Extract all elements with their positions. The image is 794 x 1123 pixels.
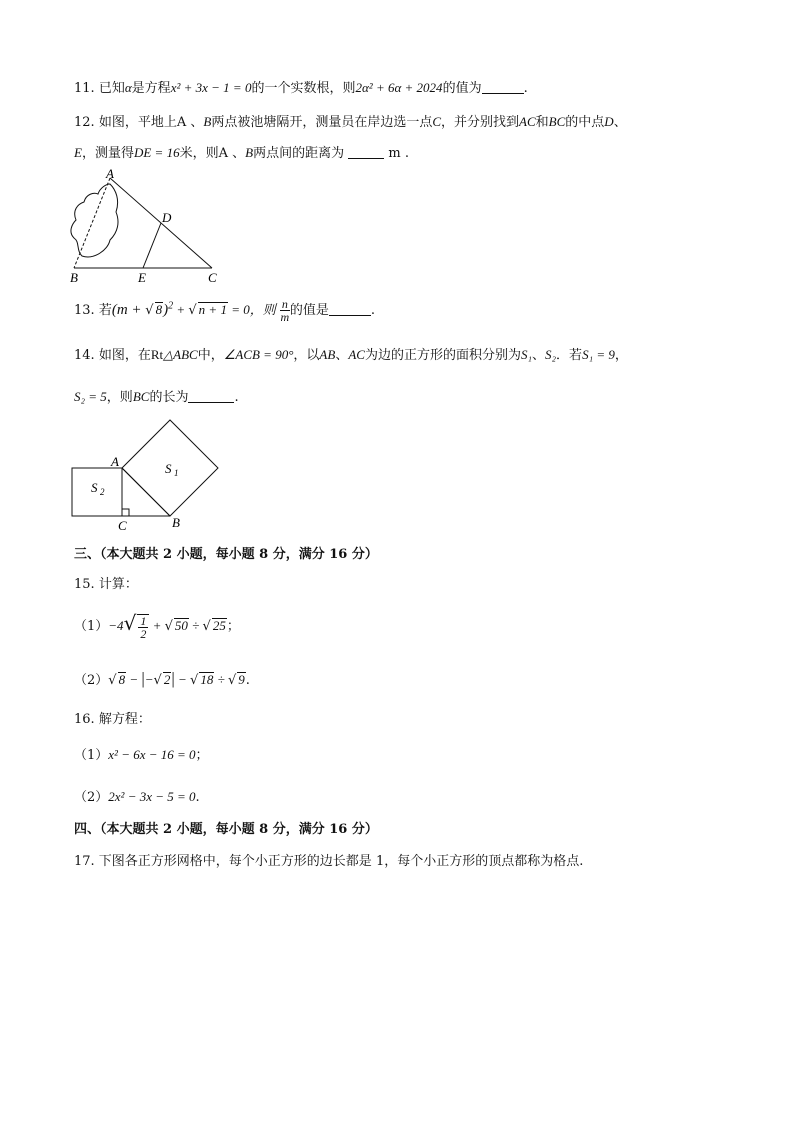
q12-fig-label-c: C — [208, 270, 217, 285]
radical-sign: √ — [108, 673, 117, 688]
q15-p1-radicand-25: 25 — [212, 618, 226, 633]
question-16-title — [74, 708, 151, 727]
q12-text-1: 如图，平地上A 、 — [98, 115, 204, 130]
radical-sign: √ — [202, 619, 211, 634]
q16-p2-end: . — [195, 790, 200, 805]
question-12-line-2 — [74, 142, 409, 161]
q13-exponent: 2 — [168, 300, 174, 312]
q12-figure — [64, 164, 234, 286]
q13-fraction — [280, 298, 290, 323]
question-14-line-1 — [74, 344, 628, 363]
q11-text-4: 的值为 — [442, 81, 482, 96]
section-3-heading: 三、（本大题共 2 小题，每小题 8 分，满分 16 分） — [74, 547, 378, 562]
q14-side-ac: AC — [348, 347, 365, 362]
question-15-part-1 — [74, 611, 240, 640]
q14-figure — [64, 414, 234, 534]
q14-text-4: 、 — [335, 348, 349, 363]
q11-number: 11. — [74, 81, 95, 96]
q12-text-9: 两点间的距离为 — [253, 146, 345, 161]
q12-line-de — [143, 223, 161, 268]
q13-equals-zero: = 0，则 — [227, 302, 276, 317]
q14-text-7: ．若 — [556, 348, 583, 363]
q16-part-1-label: （1） — [74, 748, 109, 763]
question-14-line-2 — [74, 386, 239, 405]
q15-p1-numerator: 1 — [140, 613, 147, 628]
q12-unit: m . — [388, 146, 409, 161]
q14-fig-label-s1: S — [165, 461, 172, 476]
q14-angle: ∠ACB = 90° — [223, 347, 294, 362]
q12-point-c: C — [432, 114, 441, 129]
q12-text-7: ，测量得 — [81, 146, 134, 161]
radical-sign: √ — [123, 611, 137, 635]
q16-p1-equation: x² − 6x − 16 = 0 — [108, 747, 196, 762]
q15-p2-minus-2: − — [174, 672, 191, 687]
q15-p1-radicand-50: 50 — [174, 618, 188, 633]
q12-fig-label-a: A — [106, 166, 114, 181]
q12-fig-label-e: E — [138, 270, 146, 285]
q16-p2-equation: 2x² − 3x − 5 = 0 — [108, 789, 196, 804]
q12-point-e: E — [74, 145, 82, 160]
q11-text-1: 已知 — [98, 81, 125, 96]
q11-equation: x² + 3x − 1 = 0 — [170, 80, 252, 95]
q12-text-5: 的中点 — [565, 115, 605, 130]
question-16-part-1 — [74, 744, 209, 763]
q13-end: . — [370, 303, 376, 318]
q13-fraction-numerator: n — [281, 297, 288, 311]
q14-fig-label-s2-sub: 2 — [100, 487, 105, 497]
q14-fig-label-c: C — [118, 518, 127, 533]
radical-sign: √ — [227, 673, 237, 688]
radical-sign: √ — [190, 673, 199, 688]
q12-point-d: D — [604, 114, 614, 129]
q12-pond-shape — [71, 184, 118, 257]
q14-s1-value: S₁ = 9 — [582, 347, 615, 362]
q13-paren-open: (m + — [111, 302, 146, 318]
q15-p2-radicand-9: 9 — [238, 672, 245, 687]
radical-sign: √ — [164, 619, 173, 634]
q15-p2-abs-right: | — [171, 669, 175, 688]
q15-p1-divide: ÷ — [188, 618, 203, 633]
q14-side-ab: AB — [319, 347, 336, 362]
q14-fig-label-s1-sub: 1 — [174, 468, 179, 478]
q15-title: 计算： — [98, 577, 138, 592]
q14-text-3: ，以 — [293, 348, 320, 363]
q16-number: 16. — [74, 712, 95, 727]
q14-rt: Rt — [150, 347, 164, 362]
q12-text-8: 米，则A 、 — [179, 146, 246, 161]
question-16-part-2 — [74, 786, 200, 805]
q14-text-5: 为边的正方形的面积分别为 — [364, 348, 521, 363]
q14-fig-label-a: A — [111, 454, 119, 469]
q14-end: . — [234, 390, 239, 405]
radical-sign: √ — [153, 673, 162, 688]
q15-p1-denominator: 2 — [140, 626, 147, 641]
q15-number: 15. — [74, 577, 95, 592]
question-15-title — [74, 573, 138, 592]
q15-p1-end: ； — [226, 619, 240, 634]
q12-point-b: B — [203, 114, 212, 129]
q15-p2-radicand-2: 2 — [163, 672, 171, 687]
q13-number: 13. — [74, 303, 95, 318]
q14-text-8: ， — [614, 348, 628, 363]
q15-p2-divide: ÷ — [214, 672, 228, 687]
q14-s1: S₁ — [520, 347, 532, 362]
question-17: 17. 下图各正方形网格中，每个小正方形的边长都是 1，每个小正方形的顶点都称为格点. — [74, 854, 584, 869]
q15-p1-fraction — [138, 615, 148, 640]
q14-number: 14. — [74, 348, 95, 363]
q12-text-4: 和 — [535, 115, 549, 130]
q15-p2-minus-1: − — [126, 672, 142, 687]
q11-answer-blank[interactable] — [482, 81, 524, 94]
q14-text-1: 如图，在 — [98, 348, 151, 363]
q12-point-b-2: B — [245, 145, 254, 160]
q15-p1-radicand-frac-wrap — [137, 614, 149, 640]
q13-fraction-denominator: m — [280, 310, 290, 324]
q12-text-3: ，并分别找到 — [441, 115, 520, 130]
q16-title: 解方程： — [98, 712, 151, 727]
question-12-line-1 — [74, 111, 627, 130]
q15-p1-plus: + — [149, 618, 165, 633]
q12-dashed-ab — [74, 178, 110, 268]
q14-text-6: 、 — [532, 348, 546, 363]
q14-triangle: △ABC — [163, 347, 198, 362]
q14-side-bc: BC — [132, 389, 150, 404]
q15-p2-negative: − — [144, 672, 154, 687]
radical-sign: √ — [145, 303, 154, 318]
q14-s2-value: S₂ = 5 — [74, 389, 107, 404]
q14-fig-label-b: B — [172, 515, 180, 530]
question-11 — [74, 77, 528, 96]
q12-segment-ac: AC — [519, 114, 536, 129]
radical-sign: √ — [188, 303, 197, 318]
q12-de-length: DE = 16 — [133, 145, 180, 160]
q12-fig-label-b: B — [70, 270, 78, 285]
q15-part-1-label: （1） — [74, 619, 109, 634]
q12-fig-label-d: D — [162, 210, 172, 225]
q15-p2-abs-left: | — [141, 669, 145, 688]
q12-text-2: 两点被池塘隔开，测量员在岸边选一点 — [211, 115, 433, 130]
q15-p2-radicand-18: 18 — [200, 672, 214, 687]
q12-number: 12. — [74, 115, 95, 130]
question-13 — [74, 298, 375, 323]
q15-p2-end: . — [245, 673, 250, 688]
q15-p2-radicand-8: 8 — [118, 672, 126, 687]
q14-right-angle-mark — [122, 509, 129, 516]
q13-answer-blank[interactable] — [329, 303, 371, 316]
q13-plus: + — [173, 302, 189, 317]
q14-text-2: 中， — [197, 348, 224, 363]
q14-text-10: 的长为 — [149, 390, 189, 405]
q14-s2: S₂ — [545, 347, 557, 362]
q16-part-2-label: （2） — [74, 790, 109, 805]
question-15-part-2 — [74, 669, 250, 689]
q13-text-1: 若 — [98, 303, 112, 318]
q12-segment-bc: BC — [548, 114, 566, 129]
q13-paren-close: ) — [163, 302, 169, 318]
q12-answer-blank[interactable] — [348, 146, 384, 159]
q11-var: α — [124, 80, 132, 95]
q11-text-3: 的一个实数根，则 — [251, 81, 356, 96]
q13-text-2: 的值是 — [289, 303, 329, 318]
q12-text-6: 、 — [613, 115, 627, 130]
q13-radicand-2: n + 1 — [198, 302, 227, 317]
q16-p1-end: ； — [195, 748, 209, 763]
q11-expression: 2α² + 6α + 2024 — [355, 80, 443, 95]
q14-fig-label-s2: S — [91, 480, 98, 495]
q14-text-9: ，则 — [106, 390, 133, 405]
section-4-heading: 四、（本大题共 2 小题，每小题 8 分，满分 16 分） — [74, 822, 378, 837]
q14-answer-blank[interactable] — [188, 390, 234, 403]
q15-part-2-label: （2） — [74, 673, 109, 688]
q11-text-2: 是方程 — [131, 81, 171, 96]
q11-end: . — [523, 81, 528, 96]
q15-p1-coefficient: −4 — [108, 618, 124, 633]
q13-radicand-1: 8 — [155, 302, 163, 317]
